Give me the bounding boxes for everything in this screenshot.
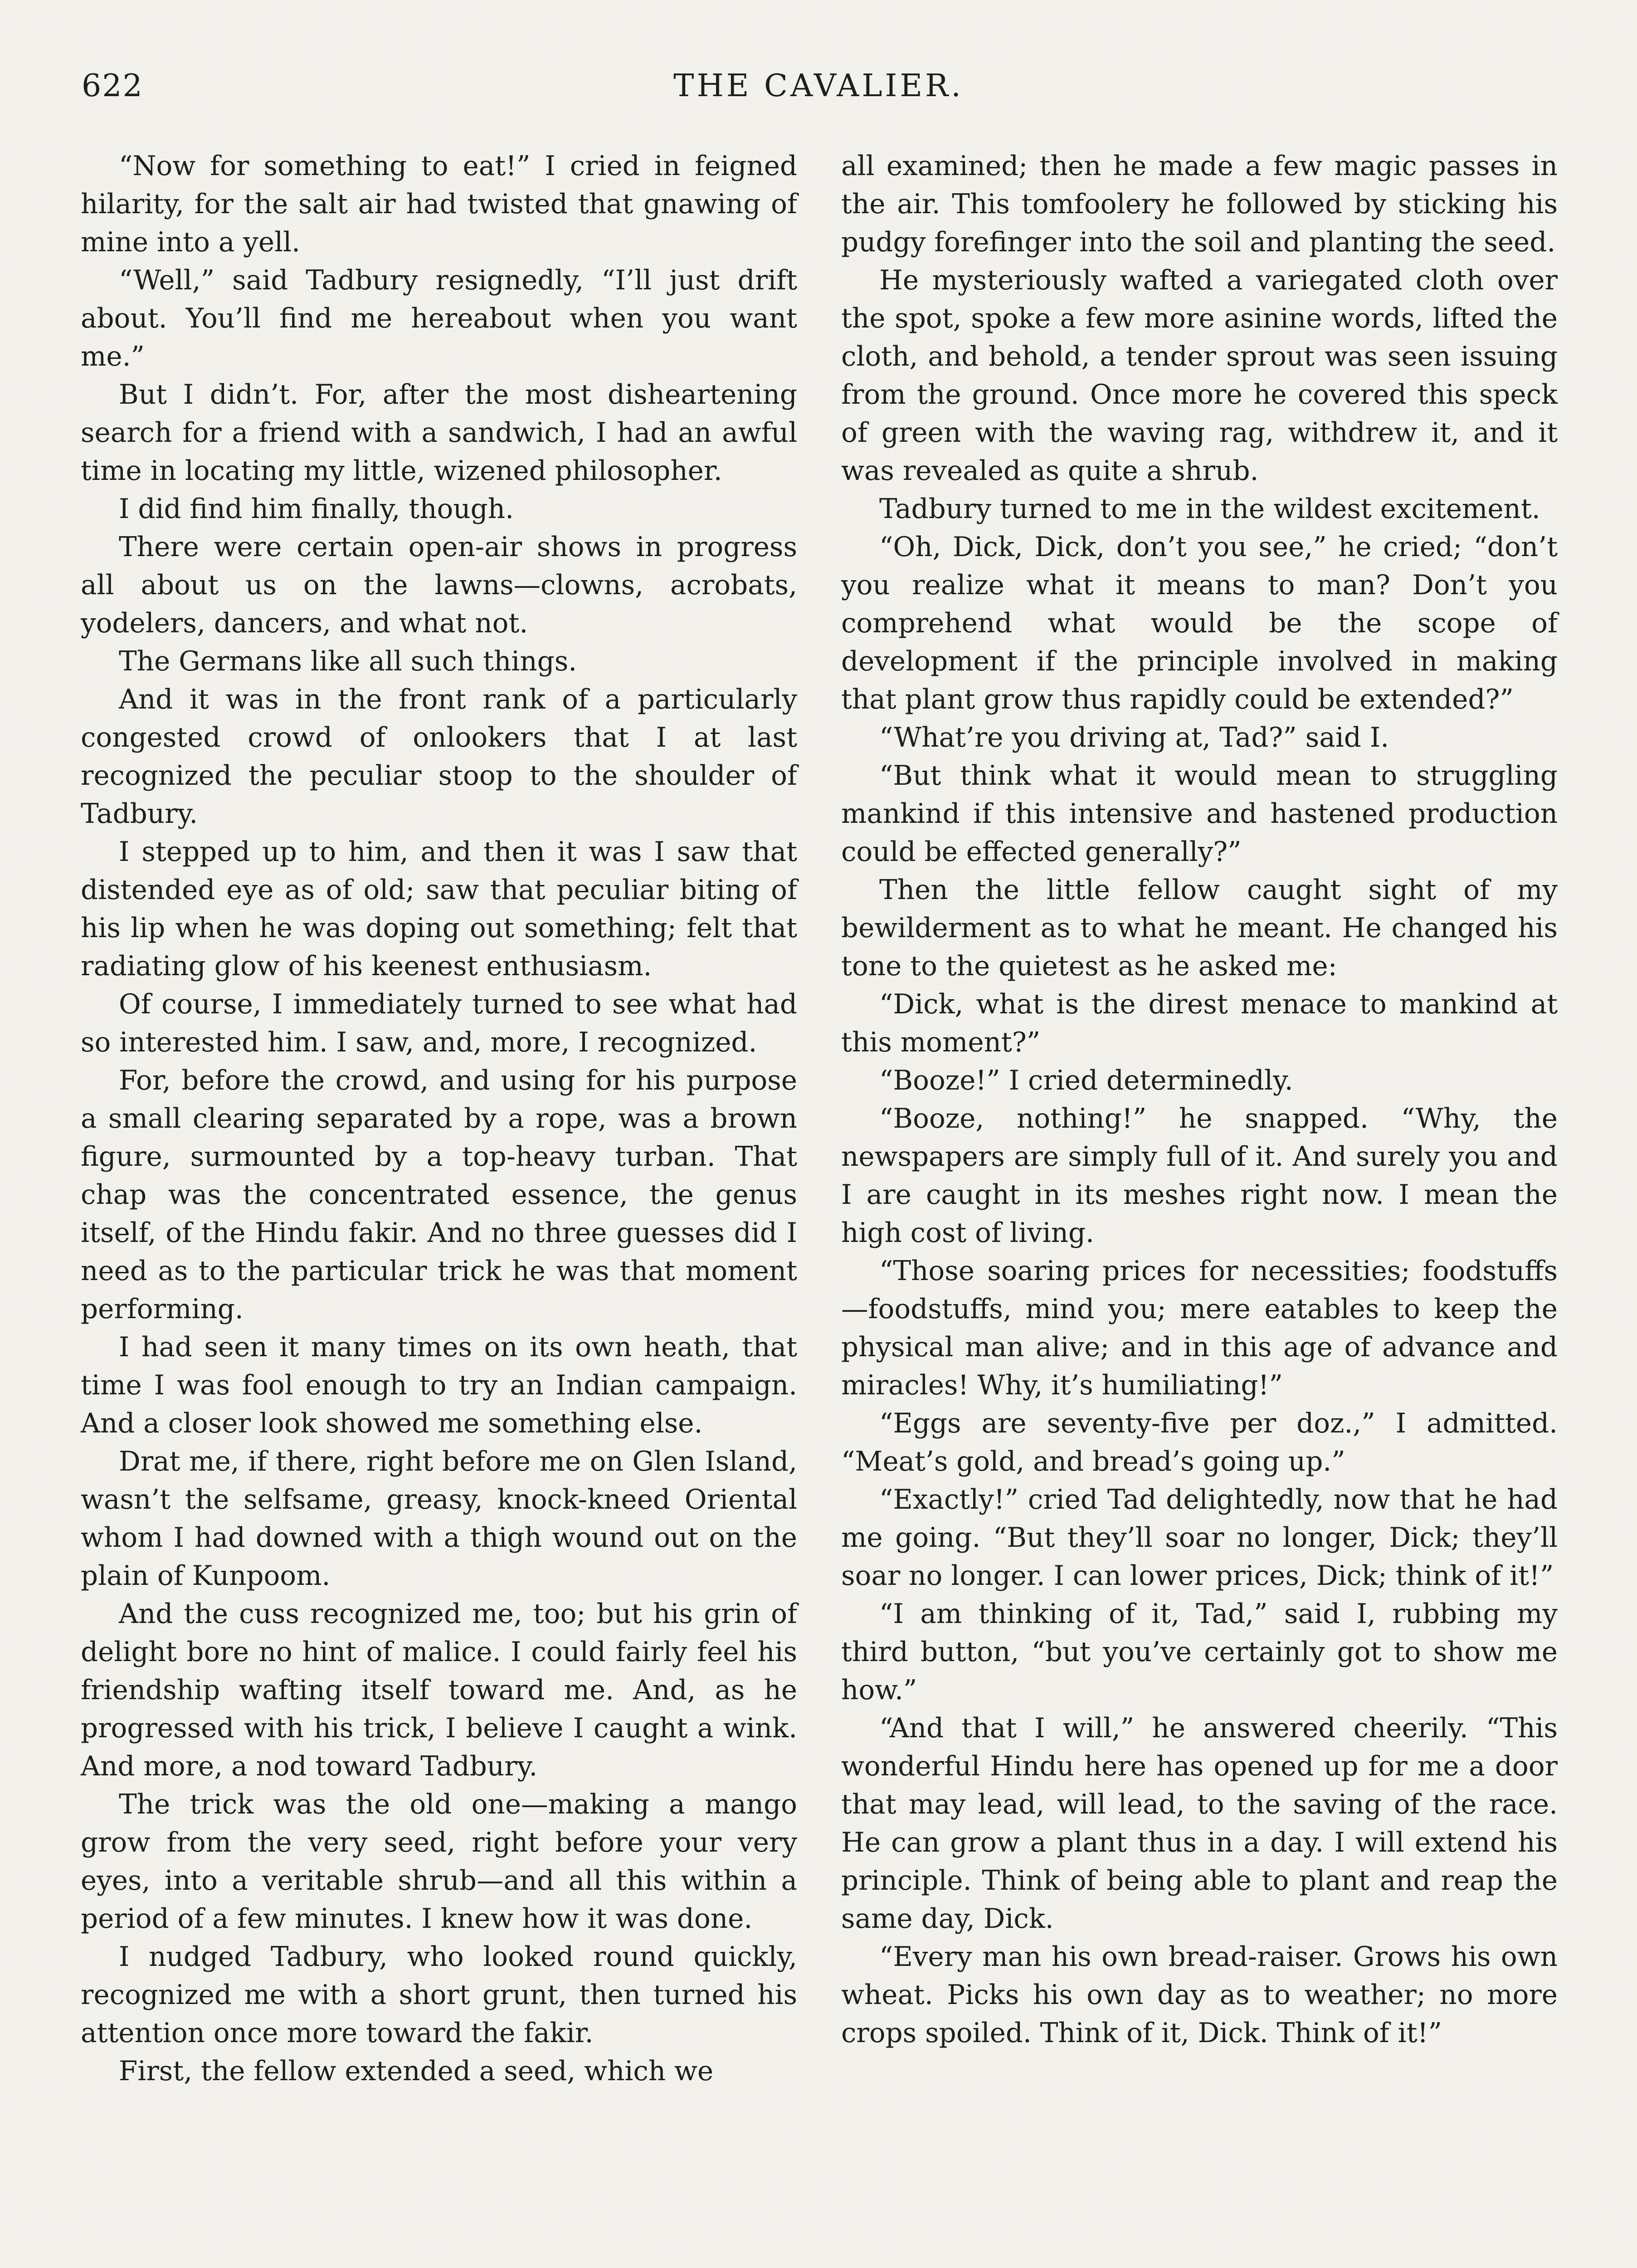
page-header <box>82 68 1555 118</box>
paragraph: I had seen it many times on its own heath, that time I was fool enough to try an Indian campaign. And a closer look showed me something else. <box>81 1332 797 1439</box>
left-column <box>81 147 797 2091</box>
paragraph: Tadbury turned to me in the wildest excitement. <box>879 494 1540 525</box>
paragraph: “What’re you driving at, Tad?” said I. <box>879 722 1389 753</box>
paragraph: “I am thinking of it, Tad,” said I, rubbing my third button, “but you’ve certainly got to show me how.” <box>841 1598 1558 1706</box>
paragraph: There were certain open-air shows in progress all about us on the lawns—clowns, acrobats, yodelers, dancers, and what not. <box>81 532 797 639</box>
paragraph: “Booze!” I cried determinedly. <box>879 1065 1293 1096</box>
paragraph: “Dick, what is the direst menace to mankind at this moment?” <box>841 989 1558 1058</box>
paragraph: But I didn’t. For, after the most disheartening search for a friend with a sandwich, I had an awful time in locating my little, wizened philosopher. <box>81 379 797 487</box>
continued-paragraph: all examined; then he made a few magic passes in the air. This tomfoolery he followed by sticking his pudgy forefinger into the soil and planting the seed. <box>841 151 1558 258</box>
paragraph: He mysteriously wafted a variegated cloth over the spot, spoke a few more asinine words, lifted the cloth, and behold, a tender sprout was seen issuing from the ground. Once more he covered this speck of green with the waving rag, withdrew it, and it was revealed as quite a shrub. <box>841 265 1558 487</box>
paragraph: “Oh, Dick, Dick, don’t you see,” he cried; “don’t you realize what it means to man? Don’t you comprehend what would be the scope of development if the principle involved in making that plant grow thus rapidly could be extended?” <box>841 532 1558 715</box>
paragraph: The Germans like all such things. <box>119 646 577 677</box>
paragraph: “Booze, nothing!” he snapped. “Why, the newspapers are simply full of it. And surely you and I are caught in its meshes right now. I mean the high cost of living. <box>841 1103 1558 1249</box>
paragraph: “Exactly!” cried Tad delightedly, now that he had me going. “But they’ll soar no longer, Dick; they’ll soar no longer. I can lower prices, Dick; think of it!” <box>841 1484 1558 1592</box>
paragraph: I nudged Tadbury, who looked round quickly, recognized me with a short grunt, then turned his attention once more toward the fakir. <box>81 1941 797 2049</box>
paragraph: The trick was the old one—making a mango grow from the very seed, right before your very eyes, into a veritable shrub—and all this within a period of a few minutes. I knew how it was done. <box>81 1789 797 1935</box>
paragraph: And the cuss recognized me, too; but his grin of delight bore no hint of malice. I could fairly feel his friendship wafting itself toward me. And, as he progressed with his trick, I believe I caught a wink. And more, a nod toward Tadbury. <box>81 1598 797 1782</box>
paragraph: Drat me, if there, right before me on Glen Island, wasn’t the selfsame, greasy, knock-kneed Oriental whom I had downed with a thigh wound out on the plain of Kunpoom. <box>81 1446 797 1592</box>
paragraph: “Now for something to eat!” I cried in feigned hilarity, for the salt air had twisted that gnawing of mine into a yell. <box>81 151 797 258</box>
paragraph: “Eggs are seventy-five per doz.,” I admitted. “Meat’s gold, and bread’s going up.” <box>841 1408 1558 1477</box>
paragraph: Then the little fellow caught sight of my bewilderment as to what he meant. He changed his tone to the quietest as he asked me: <box>841 875 1558 982</box>
paragraph: Of course, I immediately turned to see what had so interested him. I saw, and, more, I recognized. <box>81 989 797 1058</box>
paragraph: For, before the crowd, and using for his purpose a small clearing separated by a rope, was a brown figure, surmounted by a top-heavy turban. That chap was the concentrated essence, the genus itself, of the Hindu fakir. And no three guesses did I need as to the particular trick he was that moment performing. <box>81 1065 797 1325</box>
paragraph: I stepped up to him, and then it was I saw that distended eye as of old; saw that peculiar biting of his lip when he was doping out something; felt that radiating glow of his keenest enthusiasm. <box>81 836 797 982</box>
paragraph: “Well,” said Tadbury resignedly, “I’ll just drift about. You’ll find me hereabout when you want me.” <box>81 265 797 372</box>
right-column <box>841 147 1558 2053</box>
paragraph: “And that I will,” he answered cheerily. “This wonderful Hindu here has opened up for me a door that may lead, will lead, to the saving of the race. He can grow a plant thus in a day. I will extend his principle. Think of being able to plant and reap the same day, Dick. <box>841 1713 1558 1935</box>
running-title: THE CAVALIER. <box>673 68 964 104</box>
page-number: 622 <box>82 68 143 104</box>
paragraph: “Every man his own bread-raiser. Grows his own wheat. Picks his own day as to weather; no more crops spoiled. Think of it, Dick. Think of it!” <box>841 1941 1558 2049</box>
paragraph: “Those soaring prices for necessities; foodstuffs—foodstuffs, mind you; mere eatables to keep the physical man alive; and in this age of advance and miracles! Why, it’s humiliating!” <box>841 1256 1558 1401</box>
paragraph: First, the fellow extended a seed, which we <box>119 2056 714 2087</box>
paragraph: And it was in the front rank of a particularly congested crowd of onlookers that I at last recognized the peculiar stoop to the shoulder of Tadbury. <box>81 684 797 830</box>
paragraph: I did find him finally, though. <box>119 494 514 525</box>
paragraph: “But think what it would mean to struggling mankind if this intensive and hastened production could be effected generally?” <box>841 760 1558 868</box>
